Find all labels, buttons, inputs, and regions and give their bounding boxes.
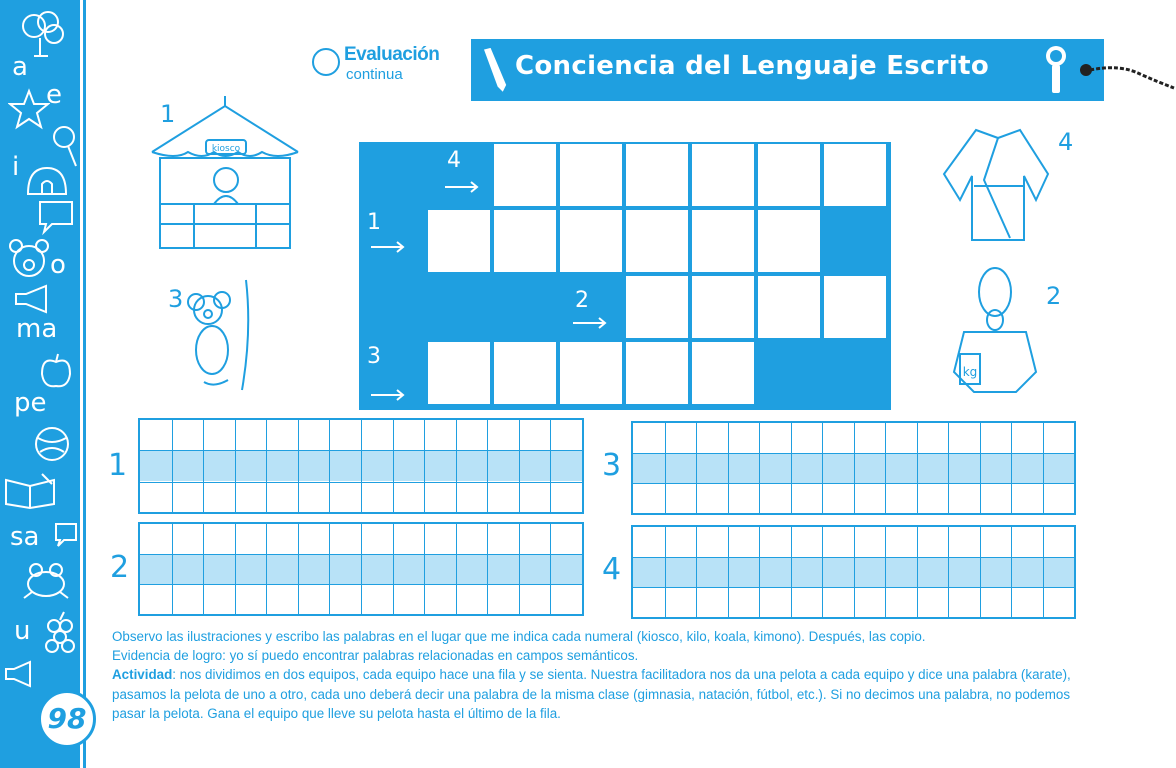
book-icon: [2, 470, 60, 510]
page-number: 98: [47, 702, 87, 735]
igloo-icon: [24, 164, 70, 196]
arrow-right-icon: [369, 388, 407, 402]
writing-column-line: [728, 527, 729, 617]
crossword-cell[interactable]: [428, 210, 490, 272]
writing-column-line: [203, 420, 204, 512]
crossword-cell[interactable]: [692, 144, 754, 206]
writing-column-line: [456, 524, 457, 614]
megaphone-small-icon: [2, 660, 42, 688]
activity-paragraph: [112, 665, 1072, 723]
crossword-cell[interactable]: [824, 144, 886, 206]
illustration-number-1: 1: [160, 100, 176, 128]
sidebar-divider: [80, 0, 83, 768]
illustration-number-4: 4: [1058, 128, 1074, 156]
writing-column-line: [266, 524, 267, 614]
writing-column-line: [266, 420, 267, 512]
arrow-right-icon: [369, 240, 407, 254]
writing-column-line: [791, 423, 792, 513]
koala-illustration: [184, 272, 266, 394]
bear-face-icon: [6, 236, 52, 282]
crossword-clue-4: 4: [447, 148, 461, 173]
crossword-clue-1: 1: [367, 210, 381, 235]
writing-column-line: [550, 524, 551, 614]
writing-column-line: [487, 420, 488, 512]
writing-row-1[interactable]: [138, 418, 584, 514]
crossword-cell[interactable]: [560, 210, 622, 272]
writing-column-line: [980, 423, 981, 513]
writing-column-line: [393, 420, 394, 512]
crossword-cell[interactable]: [494, 342, 556, 404]
crossword-cell[interactable]: [560, 144, 622, 206]
writing-row-number-4: 4: [602, 552, 622, 587]
writing-column-line: [854, 423, 855, 513]
crossword-cell[interactable]: [494, 144, 556, 206]
sidebar-letter-o: o: [50, 250, 66, 280]
writing-column-line: [203, 524, 204, 614]
writing-column-line: [948, 423, 949, 513]
kilo-weight-illustration: [950, 262, 1040, 398]
sidebar-letter-ma: ma: [16, 314, 58, 344]
writing-column-line: [665, 423, 666, 513]
writing-column-line: [298, 420, 299, 512]
title-banner: [471, 39, 1104, 101]
writing-column-line: [329, 420, 330, 512]
kiosk-illustration: [146, 92, 304, 252]
kiosk-sign: kiosco: [211, 144, 241, 154]
writing-column-line: [235, 524, 236, 614]
speech-bubble-icon: [34, 196, 76, 236]
crossword-cell[interactable]: [626, 342, 688, 404]
writing-column-line: [361, 524, 362, 614]
crossword-cell[interactable]: [626, 276, 688, 338]
writing-column-line: [759, 527, 760, 617]
writing-column-line: [885, 527, 886, 617]
sidebar-letter-u: u: [14, 616, 31, 646]
writing-column-line: [822, 527, 823, 617]
writing-column-line: [822, 423, 823, 513]
frog-icon: [18, 558, 74, 602]
activity-text: : nos dividimos en dos equipos, cada equipo hace una fila y se sienta. Nuestra facilitadora nos da una pelota a cada equipo y dice una palabra (karate), pasamos la pelota de uno a otro, cada uno deberá decir una palabra de la misma clase (gimnasia, natación, fútbol, etc.). Si no decimos una palabra, no podemos pasar la pelota. Gana el equipo que lleve su pelota hasta el último de la fila.: [112, 667, 1071, 721]
arrow-right-icon: [443, 180, 481, 194]
kilo-sign: kg: [962, 365, 978, 379]
logo-globe-icon: [312, 48, 340, 76]
sidebar-letter-e: e: [46, 80, 62, 110]
writing-column-line: [235, 420, 236, 512]
writing-column-line: [487, 524, 488, 614]
writing-column-line: [791, 527, 792, 617]
writing-row-3[interactable]: [631, 421, 1076, 515]
writing-column-line: [1011, 423, 1012, 513]
writing-column-line: [917, 527, 918, 617]
writing-column-line: [298, 524, 299, 614]
achievement-evidence: Evidencia de logro: yo sí puedo encontrar palabras relacionadas en campos semánticos.: [112, 648, 639, 664]
arrow-right-icon: [571, 316, 609, 330]
writing-column-line: [948, 527, 949, 617]
writing-column-line: [885, 423, 886, 513]
writing-column-line: [1011, 527, 1012, 617]
sidebar-letter-i: i: [12, 152, 20, 182]
illustration-number-3: 3: [168, 285, 184, 313]
apple-icon: [36, 352, 76, 392]
page-title: Conciencia del Lenguaje Escrito: [515, 51, 989, 81]
left-sidebar: [0, 0, 86, 768]
logo-line2: continua: [346, 66, 403, 83]
instructions-block: [112, 627, 1072, 723]
crossword-cell[interactable]: [758, 144, 820, 206]
writing-column-line: [393, 524, 394, 614]
writing-column-line: [172, 524, 173, 614]
crossword-cell[interactable]: [692, 210, 754, 272]
grapes-icon: [42, 610, 78, 662]
crossword-cell[interactable]: [560, 342, 622, 404]
writing-row-number-2: 2: [110, 550, 130, 585]
writing-row-number-3: 3: [602, 448, 622, 483]
writing-column-line: [696, 527, 697, 617]
ball-icon: [32, 424, 72, 464]
crossword-cell[interactable]: [692, 342, 754, 404]
kimono-illustration: [940, 120, 1056, 250]
crossword-cell[interactable]: [494, 210, 556, 272]
crossword-cell[interactable]: [626, 144, 688, 206]
banner-string-icon: [1080, 58, 1176, 98]
writing-column-line: [980, 527, 981, 617]
megaphone-icon: [12, 284, 60, 314]
writing-column-line: [329, 524, 330, 614]
writing-column-line: [854, 527, 855, 617]
page-number-badge: [38, 690, 96, 748]
crossword-cell[interactable]: [824, 276, 886, 338]
writing-column-line: [172, 420, 173, 512]
writing-column-line: [728, 423, 729, 513]
crossword-cell[interactable]: [758, 210, 820, 272]
writing-column-line: [696, 423, 697, 513]
writing-column-line: [759, 423, 760, 513]
instruction-line: Observo las ilustraciones y escribo las palabras en el lugar que me indica cada numeral (kiosco, kilo, koala, kimono). Después, las copio.: [112, 629, 926, 644]
writing-column-line: [1043, 527, 1044, 617]
crossword-cell[interactable]: [626, 210, 688, 272]
writing-row-4[interactable]: [631, 525, 1076, 619]
writing-row-2[interactable]: [138, 522, 584, 616]
crossword-clue-2: 2: [575, 288, 589, 313]
illustration-number-2: 2: [1046, 282, 1062, 310]
writing-column-line: [1043, 423, 1044, 513]
writing-row-number-1: 1: [108, 448, 128, 483]
crossword-grid: [359, 142, 891, 410]
evaluacion-continua-logo: [312, 42, 452, 88]
sidebar-letter-sa: sa: [10, 522, 40, 552]
magnifier-icon: [1041, 43, 1071, 97]
star-face-icon: [8, 88, 50, 130]
crossword-clue-3: 3: [367, 344, 381, 369]
writing-column-line: [424, 420, 425, 512]
sidebar-letter-a: a: [12, 52, 28, 82]
activity-label: Actividad: [112, 667, 173, 683]
writing-column-line: [361, 420, 362, 512]
writing-column-line: [550, 420, 551, 512]
sidebar-letter-pe: pe: [14, 388, 47, 418]
crossword-cell[interactable]: [758, 276, 820, 338]
crossword-cell[interactable]: [692, 276, 754, 338]
writing-column-line: [456, 420, 457, 512]
speech-bubble-small-icon: [52, 520, 80, 550]
logo-line1: Evaluación: [344, 44, 440, 65]
pencil-icon: [477, 45, 513, 95]
writing-column-line: [424, 524, 425, 614]
writing-column-line: [519, 420, 520, 512]
writing-column-line: [917, 423, 918, 513]
crossword-cell[interactable]: [428, 342, 490, 404]
writing-column-line: [665, 527, 666, 617]
writing-column-line: [519, 524, 520, 614]
